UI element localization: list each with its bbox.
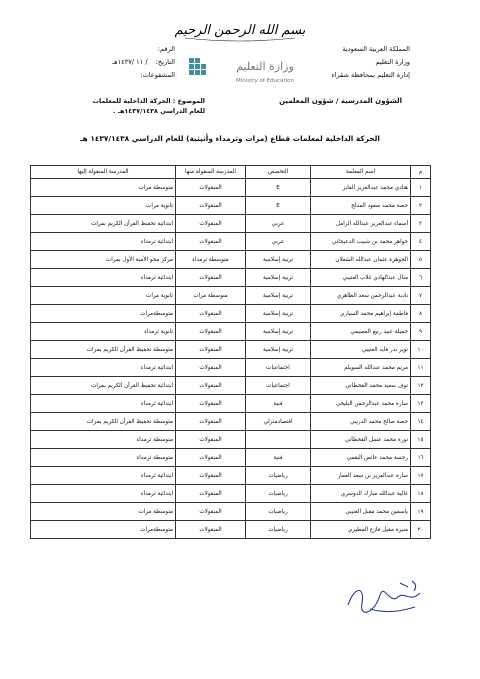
- header-left-block: [55, 43, 175, 82]
- from-school: المنقولات: [176, 323, 246, 341]
- row-number: ١: [411, 179, 431, 197]
- col-header-from-school: المدرسة المنقولة منها: [176, 166, 246, 179]
- to-school: ابتدائية تحفيظ القرآن الكريم بمرات: [31, 215, 176, 233]
- header-date: [55, 56, 175, 69]
- signature-icon: [340, 575, 435, 620]
- document-title: الحركة الداخلية لمعلمات قطاع (مرات وثرمداء وأثيثية) للعام الدراسي ١٤٣٧/١٤٣٨ هـ: [80, 134, 380, 143]
- specialty: E: [246, 197, 311, 215]
- from-school: المنقولات: [176, 431, 246, 449]
- from-school: متوسطة ثرمداء: [176, 251, 246, 269]
- specialty: رياضيات: [246, 485, 311, 503]
- to-school: متوسطة مرات: [31, 503, 176, 521]
- logo-arabic-text: وزارة التعليم: [236, 60, 294, 73]
- specialty: [246, 431, 311, 449]
- table-row: [31, 431, 431, 449]
- to-school: متوسطة تحفيظ القرآن الكريم بمرات: [31, 413, 176, 431]
- to-school: ثانوية ثرمداء: [31, 323, 176, 341]
- teacher-name: غالية عبدالله مبارك الدوسري: [311, 485, 411, 503]
- row-number: ٥: [411, 251, 431, 269]
- col-header-specialty: التخصص: [246, 166, 311, 179]
- from-school: المنقولات: [176, 359, 246, 377]
- col-header-to-school: المدرسة المنقولة إليها: [31, 166, 176, 179]
- row-number: ٩: [411, 323, 431, 341]
- row-number: ٧: [411, 287, 431, 305]
- row-number: ١٨: [411, 485, 431, 503]
- to-school: متوسطةمرات: [31, 305, 176, 323]
- header-ref-number: [55, 43, 175, 56]
- table-row: [31, 377, 431, 395]
- header-date-value: / ١١ /١٤٣٧هـ: [112, 58, 148, 66]
- header-attachments-label: المشفوعات:: [140, 71, 175, 79]
- specialty: تربية إسلامية: [246, 341, 311, 359]
- specialty: رياضيات: [246, 503, 311, 521]
- row-number: ١١: [411, 359, 431, 377]
- table-row: [31, 251, 431, 269]
- teacher-name: نورة محمد عسل القحطاني: [311, 431, 411, 449]
- row-number: ٨: [411, 305, 431, 323]
- teacher-name: حصة صالح محمد الدريبي: [311, 413, 411, 431]
- row-number: ٣: [411, 215, 431, 233]
- specialty: عربي: [246, 215, 311, 233]
- to-school: مركز محو الأمية الأول بمرات: [31, 251, 176, 269]
- table-header-row: [31, 166, 431, 179]
- teacher-name: سارة عبدالعزيز بن سعد العمار: [311, 467, 411, 485]
- row-number: ٢: [411, 197, 431, 215]
- row-number: ١٢: [411, 377, 431, 395]
- specialty: فنية: [246, 449, 311, 467]
- from-school: المنقولات: [176, 467, 246, 485]
- subject-block: [60, 96, 205, 116]
- table-row: [31, 215, 431, 233]
- from-school: المنقولات: [176, 449, 246, 467]
- from-school: المنقولات: [176, 197, 246, 215]
- row-number: ١٩: [411, 503, 431, 521]
- to-school: ابتدائية ثرمداء: [31, 269, 176, 287]
- specialty: اجتماعيات: [246, 377, 311, 395]
- header-ministry: وزارة التعليم: [375, 58, 410, 66]
- from-school: المنقولات: [176, 485, 246, 503]
- teacher-name: جميلة عبيد ربيع العصيمي: [311, 323, 411, 341]
- teacher-name: حصة محمد سعود المدلج: [311, 197, 411, 215]
- logo-english-text: Ministry of Education: [235, 78, 295, 84]
- teacher-name: نوف سعيد محمد القحطاني: [311, 377, 411, 395]
- header-attachments: [55, 69, 175, 82]
- specialty: رياضيات: [246, 521, 311, 539]
- teacher-name: جواهر محمد بن شبيب الدعيجاني: [311, 233, 411, 251]
- table-row: [31, 395, 431, 413]
- header-right-block: [290, 43, 410, 82]
- table-row: [31, 359, 431, 377]
- row-number: ٢٠: [411, 521, 431, 539]
- table-body: [31, 179, 431, 539]
- teacher-name: نادية عبدالرحمن سعد الظاهري: [311, 287, 411, 305]
- table-row: [31, 269, 431, 287]
- col-header-name: اسم المعلمة: [311, 166, 411, 179]
- table-row: [31, 305, 431, 323]
- from-school: المنقولات: [176, 269, 246, 287]
- from-school: المنقولات: [176, 521, 246, 539]
- specialty: تربية إسلامية: [246, 305, 311, 323]
- from-school: المنقولات: [176, 341, 246, 359]
- teacher-name: أسماء عبدالعزيز عبدالله الزامل: [311, 215, 411, 233]
- specialty: E: [246, 179, 311, 197]
- from-school: المنقولات: [176, 305, 246, 323]
- to-school: ابتدائية ثرمداء: [31, 485, 176, 503]
- from-school: المنقولات: [176, 179, 246, 197]
- specialty: رياضيات: [246, 467, 311, 485]
- basmala-text: بسم الله الرحمن الرحيم: [175, 23, 305, 38]
- table-row: [31, 179, 431, 197]
- from-school: المنقولات: [176, 215, 246, 233]
- table-row: [31, 197, 431, 215]
- from-school: المنقولات: [176, 503, 246, 521]
- row-number: ٤: [411, 233, 431, 251]
- to-school: ابتدائية ثرمداء: [31, 467, 176, 485]
- department-line: الشؤون المدرسية / شؤون المعلمين: [279, 97, 402, 105]
- specialty: اجتماعيات: [246, 359, 311, 377]
- table-row: [31, 485, 431, 503]
- teacher-name: هنادي محمد عبدالعزيز الفايز: [311, 179, 411, 197]
- teacher-name: ياسمين محمد مقبل العتيبي: [311, 503, 411, 521]
- to-school: ابتدائية ثرمداء: [31, 359, 176, 377]
- transfers-table: [30, 165, 431, 539]
- to-school: متوسطة مرات: [31, 179, 176, 197]
- table-row: [31, 341, 431, 359]
- to-school: ثانوية مرات: [31, 197, 176, 215]
- from-school: المنقولات: [176, 413, 246, 431]
- table-row: [31, 413, 431, 431]
- specialty: عربي: [246, 233, 311, 251]
- table-row: [31, 233, 431, 251]
- specialty: تربية إسلامية: [246, 251, 311, 269]
- table-row: [31, 449, 431, 467]
- specialty: فنية: [246, 395, 311, 413]
- subject-line-2: للعام الدراسي ١٤٣٧/١٤٣٨هـ .: [113, 107, 205, 115]
- from-school: متوسطة مرات: [176, 287, 246, 305]
- row-number: ١٧: [411, 467, 431, 485]
- teacher-name: منيرة مقبل فازع المطيري: [311, 521, 411, 539]
- col-header-number: م: [411, 166, 431, 179]
- to-school: ثانوية مرات: [31, 287, 176, 305]
- table-row: [31, 323, 431, 341]
- teacher-name: منال عبدالهادي غلاب العتيبي: [311, 269, 411, 287]
- to-school: متوسطة تحفيظ القرآن الكريم بمرات: [31, 341, 176, 359]
- specialty: تربية إسلامية: [246, 269, 311, 287]
- specialty: اقتصادمنزلي: [246, 413, 311, 431]
- from-school: المنقولات: [176, 377, 246, 395]
- row-number: ١٦: [411, 449, 431, 467]
- subject-line-1: الموضوع : الحركة الداخلية للمعلمات: [92, 97, 205, 105]
- table-row: [31, 467, 431, 485]
- teacher-name: رجسة محمد عائض البقمي: [311, 449, 411, 467]
- row-number: ٦: [411, 269, 431, 287]
- teacher-name: فاطمة إبراهيم محمد السياري: [311, 305, 411, 323]
- teacher-name: نوير بدر فايد العتيبي: [311, 341, 411, 359]
- table-row: [31, 287, 431, 305]
- ministry-logo-icon: [185, 52, 305, 94]
- row-number: ١٤: [411, 413, 431, 431]
- from-school: المنقولات: [176, 395, 246, 413]
- from-school: المنقولات: [176, 233, 246, 251]
- basmala-calligraphy-icon: [175, 14, 305, 44]
- row-number: ١٥: [411, 431, 431, 449]
- table-row: [31, 503, 431, 521]
- specialty: تربية إسلامية: [246, 323, 311, 341]
- specialty: تربية إسلامية: [246, 287, 311, 305]
- row-number: ١٠: [411, 341, 431, 359]
- header-directorate: إدارة التعليم بمحافظة شقراء: [331, 71, 410, 79]
- to-school: ابتدائية ثرمداء: [31, 395, 176, 413]
- teacher-name: الجوهرة عثمان عبدالله الشعلان: [311, 251, 411, 269]
- teacher-name: مريم محمد عبدالله السويلم: [311, 359, 411, 377]
- header-date-label: التاريخ:: [155, 58, 175, 66]
- header-ref-label: الرقم:: [157, 45, 175, 53]
- teacher-name: سارة محمد عبدالرحمن البليخي: [311, 395, 411, 413]
- to-school: متوسطة ثرمداء: [31, 449, 176, 467]
- table-row: [31, 521, 431, 539]
- to-school: ابتدائية ثرمداء: [31, 233, 176, 251]
- to-school: متوسطةمرات: [31, 521, 176, 539]
- row-number: ١٣: [411, 395, 431, 413]
- header-kingdom: المملكة العربية السعودية: [342, 45, 410, 53]
- to-school: ابتدائية تحفيظ القرآن الكريم بمرات: [31, 377, 176, 395]
- to-school: متوسطة ثرمداء: [31, 431, 176, 449]
